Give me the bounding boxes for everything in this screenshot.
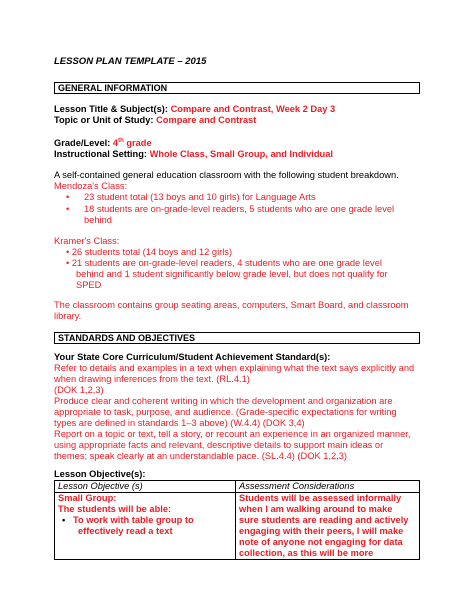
objective-cell [55,493,236,560]
standard-line: appropriate to task, purpose, and audience. (Grade-specific expectations for writing [54,407,397,417]
lesson-title-value: Compare and Contrast, Week 2 Day 3 [170,104,336,114]
table-header-row [55,481,420,493]
col1-header: Lesson Objective (s) [55,481,236,493]
lesson-title-label: Lesson Title & Subject(s): [54,104,171,114]
bullet-icon: • [62,515,66,525]
bullet-icon: • [66,192,70,202]
setting-value: Whole Class, Small Group, and Individual [149,149,333,159]
grade-suffix: grade [123,138,152,148]
objective-bullet-line [58,515,232,526]
kramer-item: • 26 students total (14 boys and 12 girls) [66,247,233,257]
assessment-line: note of anyone not engaging for data [239,537,403,547]
standard-line: themes; speak clearly at an understandable pace. (SL.4.4) (DOK 1,2,3) [54,451,348,461]
assessment-cell [236,493,420,560]
grade-label: Grade/Level: [54,138,113,148]
kramer-item: SPED [76,280,102,290]
classroom-text: library. [54,311,82,321]
topic-value: Compare and Contrast [156,115,257,125]
mendoza-item: behind [84,215,112,225]
standard-line: when drawing inferences from the text. (RL.4.1) [54,374,250,384]
objective-line: Small Group: [58,493,117,503]
topic-line [54,115,256,126]
general-information-heading: GENERAL INFORMATION [54,82,420,94]
assessment-line: engaging with their peers, I will make [239,526,404,536]
standard-line: (DOK 1,2,3) [54,385,104,395]
lesson-title-line [54,104,335,115]
standards-heading: STANDARDS AND OBJECTIVES [54,332,420,344]
document-title: LESSON PLAN TEMPLATE – 2015 [54,56,207,67]
bullet-icon: • [66,204,70,214]
mendoza-item: 18 students are on-grade-level readers, 5 students who are one grade level [84,204,395,214]
assessment-line: Students will be assessed informally [239,493,402,503]
kramer-label: Kramer's Class: [54,236,120,246]
mendoza-item: 23 student total (13 boys and 10 girls) for Language Arts [84,192,316,202]
assessment-line: when I am walking around to make [239,504,393,514]
kramer-item: behind and 1 student significantly below grade level, but does not qualify for [76,269,388,279]
standard-line: Produce clear and coherent writing in which the development and organization are [54,396,393,406]
objective-line: The students will be able: [58,504,172,514]
grade-value: 4 [112,138,119,148]
objectives-table [54,480,420,560]
setting-line [54,149,333,160]
objective-bullet-text: effectively read a text [78,526,173,536]
standard-line: Report on a topic or text, tell a story, or recount an experience in an organized manner, [54,429,411,439]
core-curriculum-label: Your State Core Curriculum/Student Achievement Standard(s): [54,352,331,362]
classroom-text: The classroom contains group seating areas, computers, Smart Board, and classroom [54,300,409,310]
objectives-label: Lesson Objective(s): [54,469,146,479]
topic-label: Topic or Unit of Study: [54,115,157,125]
intro-text: A self-contained general education classroom with the following student breakdown. [54,170,399,180]
grade-line [54,138,152,149]
assessment-line: collection, as this will be more [239,548,374,558]
assessment-line: sure students are reading and actively [239,515,409,525]
table-row [55,493,420,560]
standard-line: types are defined in standards 1–3 above) (W.4.4) (DOK 3,4) [54,418,305,428]
standard-line: Refer to details and examples in a text when explaining what the text says explicitly and [54,363,415,373]
mendoza-label: Mendoza's Class: [54,181,128,191]
kramer-item: • 21 students are on-grade-level readers, 4 students who are one grade level [66,258,382,268]
objective-bullet-text: To work with table group to [73,515,194,525]
grade-sup: th [118,137,124,144]
col2-header: Assessment Considerations [236,481,420,493]
standard-line: using appropriate facts and relevant, descriptive details to support main ideas or [54,440,384,450]
setting-label: Instructional Setting: [54,149,150,159]
